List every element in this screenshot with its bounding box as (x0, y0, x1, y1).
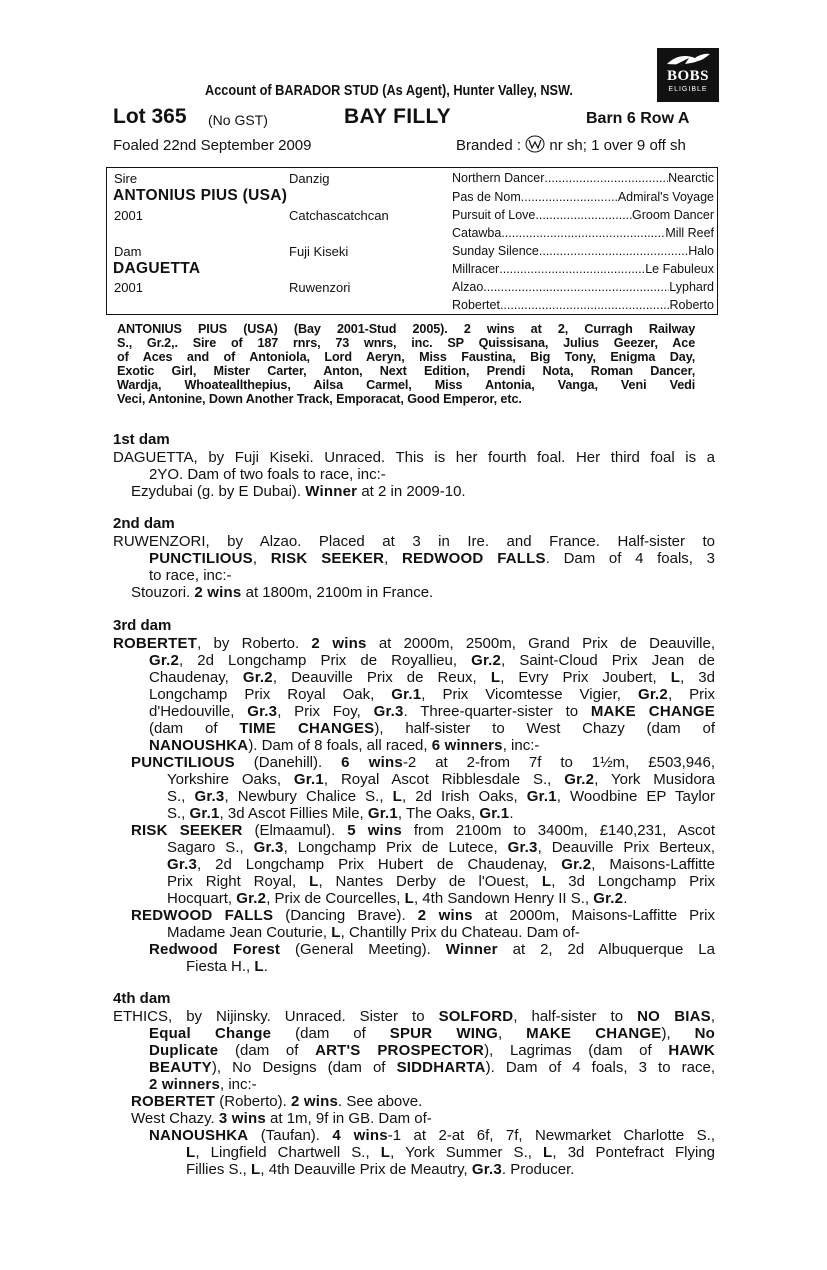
text-line: PUNCTILIOUS (Danehill). 6 wins-2 at 2-from 7f to 1½m, £503,946, (131, 754, 715, 771)
bold-text: SOLFORD (438, 1008, 514, 1025)
pedigree-grandparent-row (452, 280, 714, 294)
text-line: ROBERTET, by Roberto. 2 wins at 2000m, 2500m, Grand Prix de Deauville, (113, 635, 715, 652)
text-line: Sagaro S., Gr.3, Longchamp Prix de Lutece, Gr.3, Deauville Prix Berteux, (167, 839, 715, 856)
dam-year: 2001 (114, 280, 143, 295)
bold-text: ART'S PROSPECTOR (315, 1042, 485, 1059)
text-line: BEAUTY), No Designs (dam of SIDDHARTA). Dam of 4 foals, 3 to race, (149, 1059, 715, 1076)
text-line: NANOUSHKA (Taufan). 4 wins-1 at 2-at 6f, 7f, Newmarket Charlotte S., (149, 1127, 715, 1144)
bold-text: L (309, 873, 319, 890)
text-line: Fiesta H., L. (186, 958, 268, 975)
bold-text: Redwood Forest (149, 941, 281, 958)
bold-text: MAKE CHANGE (526, 1025, 662, 1042)
dam-dam: Ruwenzori (289, 280, 351, 295)
ancestor-sire: Le Fabuleux (645, 262, 714, 276)
bold-text: Gr.2 (471, 652, 502, 669)
bold-text: Gr.2 (149, 652, 179, 669)
bold-text: L (541, 873, 552, 890)
text-line: DAGUETTA, by Fuji Kiseki. Unraced. This is her fourth foal. Her third foal is a (113, 449, 715, 466)
bold-text: SIDDHARTA (396, 1059, 486, 1076)
text-line: 2 winners, inc:- (149, 1076, 257, 1093)
bold-text: 6 winners (431, 737, 503, 754)
ancestor-name: Pas de Nom (452, 190, 521, 204)
branded-label: Branded : (456, 137, 522, 154)
ancestor-name: Robertet (452, 298, 500, 312)
text-line: d'Hedouville, Gr.3, Prix Foy, Gr.3. Three-quarter-sister to MAKE CHANGE (149, 703, 715, 720)
pedigree-table (106, 167, 718, 315)
bold-text: L (670, 669, 681, 686)
bold-text: L (543, 1144, 553, 1161)
bold-text: ROBERTET (113, 635, 198, 652)
bird-icon (665, 52, 711, 68)
bold-text: Gr.1 (391, 686, 422, 703)
bold-text: L (392, 788, 402, 805)
bold-text: L (490, 669, 501, 686)
bold-text: Gr.2 (236, 890, 267, 907)
bold-text: REDWOOD FALLS (401, 550, 546, 567)
bold-text: 2 wins (311, 635, 367, 652)
bold-text: 2 wins (290, 1093, 339, 1110)
bold-text: TIME CHANGES (239, 720, 375, 737)
lot-title: BAY FILLY (344, 105, 451, 128)
ancestor-sire: Nearctic (668, 171, 714, 185)
sire-dam: Catchascatchcan (289, 208, 389, 223)
barn-location: Barn 6 Row A (586, 110, 690, 127)
bold-text: Gr.3 (507, 839, 538, 856)
logo-name: BOBS (666, 68, 710, 84)
leader-dots (544, 171, 668, 185)
text-line: S., Gr.1, 3d Ascot Fillies Mile, Gr.1, The Oaks, Gr.1. (167, 805, 514, 822)
pedigree-grandparent-row (452, 190, 714, 204)
text-line: Prix Right Royal, L, Nantes Derby de l'Ouest, L, 3d Longchamp Prix (167, 873, 715, 890)
bold-text: NANOUSHKA (149, 1127, 249, 1144)
dam-name: DAGUETTA (113, 260, 201, 277)
bold-text: Gr.3 (253, 839, 284, 856)
bold-text: Gr.2 (637, 686, 668, 703)
ancestor-sire: Groom Dancer (632, 208, 714, 222)
bold-text: Gr.3 (247, 703, 278, 720)
first-dam-heading: 1st dam (113, 431, 170, 448)
text-line: RUWENZORI, by Alzao. Placed at 3 in Ire. and France. Half-sister to (113, 533, 715, 550)
sire-year: 2001 (114, 208, 143, 223)
sire-summary-line: of Aces and of Antoniola, Lord Aeryn, Miss Faustina, Big Tony, Enigma Day, (117, 349, 696, 364)
leader-dots (521, 190, 618, 204)
bold-text: PUNCTILIOUS (149, 550, 253, 567)
bold-text: Winner (305, 483, 358, 500)
bold-text: Gr.2 (564, 771, 595, 788)
bold-text: REDWOOD FALLS (131, 907, 274, 924)
bold-text: 2 winners (149, 1076, 220, 1093)
sire-summary-line: ANTONIUS PIUS (USA) (Bay 2001-Stud 2005). 2 wins at 2, Curragh Railway (117, 321, 696, 336)
leader-dots (483, 280, 669, 294)
ancestor-sire: Halo (688, 244, 714, 258)
logo-subtitle: ELIGIBLE (668, 86, 708, 93)
dam-label: Dam (114, 244, 142, 259)
leader-dots (500, 298, 670, 312)
bold-text: Gr.1 (367, 805, 398, 822)
pedigree-grandparent-row (452, 244, 714, 258)
bold-text: Gr.3 (373, 703, 404, 720)
sire-summary-line: S., Gr.2,. Sire of 187 rnrs, 73 wnrs, inc. SP Quissisana, Julius Geezer, Ace (117, 335, 696, 350)
text-line: ETHICS, by Nijinsky. Unraced. Sister to SOLFORD, half-sister to NO BIAS, (113, 1008, 716, 1025)
sire-sire: Danzig (289, 171, 330, 186)
text-line: Gr.3, 2d Longchamp Prix Hubert de Chaudenay, Gr.2, Maisons-Laffitte (167, 856, 715, 873)
text-line: Fillies S., L, 4th Deauville Prix de Meautry, Gr.3. Producer. (186, 1161, 575, 1178)
bold-text: 2 wins (417, 907, 473, 924)
text-line: RISK SEEKER (Elmaamul). 5 wins from 2100m to 3400m, £140,231, Ascot (131, 822, 715, 839)
bold-text: L (254, 958, 264, 975)
pedigree-grandparent-row (452, 298, 714, 312)
bold-text: HAWK (668, 1042, 715, 1059)
text-line: Hocquart, Gr.2, Prix de Courcelles, L, 4th Sandown Henry II S., Gr.2. (167, 890, 628, 907)
text-line: REDWOOD FALLS (Dancing Brave). 2 wins at 2000m, Maisons-Laffitte Prix (131, 907, 715, 924)
text-line: Duplicate (dam of ART'S PROSPECTOR), Lagrimas (dam of HAWK (149, 1042, 715, 1059)
bold-text: Gr.1 (293, 771, 324, 788)
ancestor-name: Northern Dancer (452, 171, 545, 185)
leader-dots (535, 208, 632, 222)
bold-text: L (251, 1161, 261, 1178)
second-dam-heading: 2nd dam (113, 515, 175, 532)
bold-text: No (694, 1025, 715, 1042)
sire-summary-line: Exotic Girl, Mister Carter, Anton, Next Edition, Prendi Nota, Roman Dancer, (117, 363, 696, 378)
ancestor-name: Catawba (452, 226, 502, 240)
branded-value: nr sh; 1 over 9 off sh (549, 137, 686, 154)
bold-text: L (404, 890, 414, 907)
bold-text: Gr.3 (471, 1161, 502, 1178)
bold-text: L (331, 924, 341, 941)
text-line: West Chazy. 3 wins at 1m, 9f in GB. Dam of- (131, 1110, 432, 1127)
sire-label: Sire (114, 171, 138, 186)
bobs-eligible-logo (657, 48, 719, 102)
pedigree-grandparent-row (452, 171, 714, 185)
text-line: Stouzori. 2 wins at 1800m, 2100m in France. (131, 584, 434, 601)
bold-text: Duplicate (149, 1042, 219, 1059)
bold-text: L (380, 1144, 391, 1161)
leader-dots (501, 226, 665, 240)
bold-text: Gr.1 (479, 805, 510, 822)
bold-text: SPUR WING (389, 1025, 499, 1042)
bold-text: RISK SEEKER (270, 550, 385, 567)
bold-text: Gr.2 (593, 890, 624, 907)
foaled-date: Foaled 22nd September 2009 (113, 137, 312, 154)
bold-text: L (186, 1144, 196, 1161)
text-line: (dam of TIME CHANGES), half-sister to West Chazy (dam of (149, 720, 715, 737)
leader-dots (539, 244, 688, 258)
bold-text: 2 wins (194, 584, 242, 601)
text-line: Redwood Forest (General Meeting). Winner at 2, 2d Albuquerque La (149, 941, 715, 958)
text-line: Chaudenay, Gr.2, Deauville Prix de Reux, L, Evry Prix Joubert, L, 3d (149, 669, 715, 686)
bold-text: ROBERTET (131, 1093, 216, 1110)
pedigree-grandparent-row (452, 262, 714, 276)
ancestor-name: Alzao (452, 280, 484, 294)
text-line: Ezydubai (g. by E Dubai). Winner at 2 in 2009-10. (131, 483, 466, 500)
bold-text: 3 wins (218, 1110, 266, 1127)
text-line: to race, inc:- (149, 567, 232, 584)
pedigree-grandparent-row (452, 208, 714, 222)
ancestor-sire: Mill Reef (665, 226, 714, 240)
ancestor-sire: Admiral's Voyage (617, 190, 714, 204)
brand-mark-icon (525, 135, 545, 153)
bold-text: Gr.2 (242, 669, 273, 686)
bold-text: NO BIAS (637, 1008, 711, 1025)
leader-dots (499, 262, 645, 276)
branded-info (456, 135, 686, 154)
text-line: L, Lingfield Chartwell S., L, York Summer S., L, 3d Pontefract Flying (186, 1144, 716, 1161)
sire-summary-line: Wardja, Whoateallthepius, Ailsa Carmel, Miss Antonia, Vanga, Veni Vedi (117, 377, 696, 392)
lot-number: Lot 365 (113, 105, 187, 128)
ancestor-sire: Lyphard (669, 280, 714, 294)
text-line: ROBERTET (Roberto). 2 wins. See above. (131, 1093, 423, 1110)
sire-summary (117, 322, 695, 406)
bold-text: 4 wins (332, 1127, 388, 1144)
ancestor-name: Pursuit of Love (452, 208, 536, 222)
text-line: S., Gr.3, Newbury Chalice S., L, 2d Irish Oaks, Gr.1, Woodbine EP Taylor (167, 788, 715, 805)
text-line: Equal Change (dam of SPUR WING, MAKE CHANGE), No (149, 1025, 715, 1042)
dam-sire: Fuji Kiseki (289, 244, 349, 259)
text-line: 2YO. Dam of two foals to race, inc:- (149, 466, 386, 483)
sire-name: ANTONIUS PIUS (USA) (113, 187, 288, 204)
text-line: Longchamp Prix Royal Oak, Gr.1, Prix Vicomtesse Vigier, Gr.2, Prix (149, 686, 715, 703)
ancestor-name: Millracer (452, 262, 500, 276)
third-dam-heading: 3rd dam (113, 617, 172, 634)
bold-text: Gr.3 (167, 856, 197, 873)
bold-text: 5 wins (347, 822, 402, 839)
bold-text: MAKE CHANGE (590, 703, 715, 720)
bold-text: RISK SEEKER (131, 822, 243, 839)
ancestor-name: Sunday Silence (452, 244, 539, 258)
pedigree-grandparent-row (452, 226, 714, 240)
bold-text: Gr.1 (189, 805, 220, 822)
bold-text: Equal Change (149, 1025, 272, 1042)
bold-text: Gr.2 (561, 856, 592, 873)
ancestor-sire: Roberto (669, 298, 714, 312)
fourth-dam-heading: 4th dam (113, 990, 171, 1007)
gst-note: (No GST) (208, 112, 268, 128)
bold-text: BEAUTY (149, 1059, 212, 1076)
bold-text: 6 wins (341, 754, 403, 771)
bold-text: Gr.3 (194, 788, 225, 805)
bold-text: Gr.1 (526, 788, 557, 805)
text-line: Madame Jean Couturie, L, Chantilly Prix du Chateau. Dam of- (167, 924, 580, 941)
text-line: PUNCTILIOUS, RISK SEEKER, REDWOOD FALLS. Dam of 4 foals, 3 (149, 550, 715, 567)
bold-text: Winner (445, 941, 498, 958)
bold-text: PUNCTILIOUS (131, 754, 235, 771)
text-line: Yorkshire Oaks, Gr.1, Royal Ascot Ribblesdale S., Gr.2, York Musidora (167, 771, 716, 788)
text-line: NANOUSHKA). Dam of 8 foals, all raced, 6 winners, inc:- (149, 737, 540, 754)
vendor-account: Account of BARADOR STUD (As Agent), Hunter Valley, NSW. (205, 83, 573, 99)
bold-text: NANOUSHKA (149, 737, 249, 754)
text-line: Gr.2, 2d Longchamp Prix de Royallieu, Gr.2, Saint-Cloud Prix Jean de (149, 652, 715, 669)
sire-summary-line: Veci, Antonine, Down Another Track, Emporacat, Good Emperor, etc. (117, 391, 522, 406)
